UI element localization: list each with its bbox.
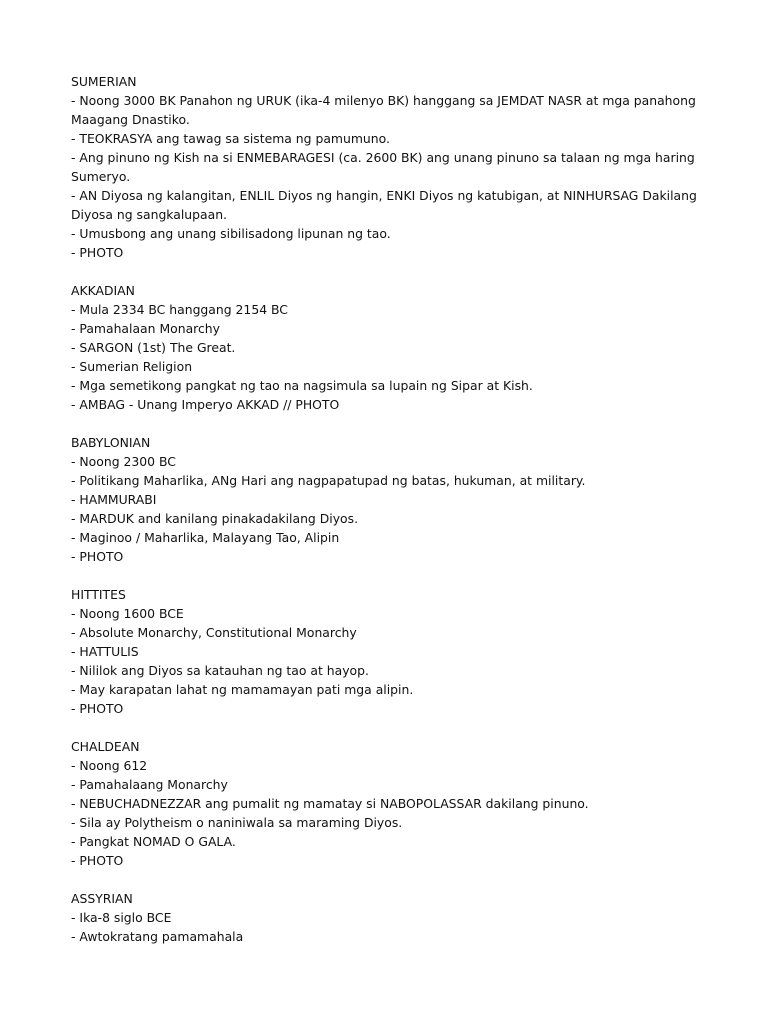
- list-item: - Noong 1600 BCE: [71, 606, 184, 621]
- list-item: - Mga semetikong pangkat ng tao na nagsimula sa lupain ng Sipar at Kish.: [71, 378, 533, 393]
- list-item: - PHOTO: [71, 853, 124, 868]
- list-item: - PHOTO: [71, 245, 124, 260]
- list-item: - Ang pinuno ng Kish na si ENMEBARAGESI (ca. 2600 BK) ang unang pinuno sa talaan ng mga haring Sumeryo.: [71, 150, 695, 184]
- list-item: - Nililok ang Diyos sa katauhan ng tao at hayop.: [71, 663, 369, 678]
- list-item: - Awtokratang pamamahala: [71, 929, 244, 944]
- list-item: - Sumerian Religion: [71, 359, 193, 374]
- list-item: - PHOTO: [71, 701, 124, 716]
- section-heading: CHALDEAN: [71, 739, 140, 754]
- list-item: - Ika-8 siglo BCE: [71, 910, 172, 925]
- section-heading: BABYLONIAN: [71, 435, 151, 450]
- list-item: - Umusbong ang unang sibilisadong lipunan ng tao.: [71, 226, 391, 241]
- section-chaldean: [71, 737, 711, 870]
- section-sumerian: [71, 72, 711, 262]
- list-item: - Politikang Maharlika, ANg Hari ang nagpapatupad ng batas, hukuman, at military.: [71, 473, 586, 488]
- section-heading: ASSYRIAN: [71, 891, 133, 906]
- list-item: - Noong 612: [71, 758, 148, 773]
- list-item: - MARDUK and kanilang pinakadakilang Diyos.: [71, 511, 359, 526]
- section-akkadian: [71, 281, 711, 414]
- document-page: [71, 72, 711, 965]
- list-item: - Pamahalaang Monarchy: [71, 777, 228, 792]
- list-item: - AMBAG - Unang Imperyo AKKAD // PHOTO: [71, 397, 340, 412]
- section-hittites: [71, 585, 711, 718]
- section-assyrian: [71, 889, 711, 946]
- section-heading: SUMERIAN: [71, 74, 137, 89]
- list-item: - SARGON (1st) The Great.: [71, 340, 236, 355]
- list-item: - NEBUCHADNEZZAR ang pumalit ng mamatay si NABOPOLASSAR dakilang pinuno.: [71, 796, 589, 811]
- list-item: - May karapatan lahat ng mamamayan pati mga alipin.: [71, 682, 414, 697]
- list-item: - PHOTO: [71, 549, 124, 564]
- list-item: - Absolute Monarchy, Constitutional Monarchy: [71, 625, 357, 640]
- list-item: - Maginoo / Maharlika, Malayang Tao, Alipin: [71, 530, 340, 545]
- list-item: - Noong 2300 BC: [71, 454, 176, 469]
- list-item: - Mula 2334 BC hanggang 2154 BC: [71, 302, 288, 317]
- section-heading: HITTITES: [71, 587, 126, 602]
- list-item: - Pamahalaan Monarchy: [71, 321, 220, 336]
- list-item: - Noong 3000 BK Panahon ng URUK (ika-4 milenyo BK) hanggang sa JEMDAT NASR at mga panahong Maagang Dnastiko.: [71, 93, 696, 127]
- list-item: - Sila ay Polytheism o naniniwala sa maraming Diyos.: [71, 815, 403, 830]
- section-heading: AKKADIAN: [71, 283, 135, 298]
- list-item: - HAMMURABI: [71, 492, 157, 507]
- list-item: - TEOKRASYA ang tawag sa sistema ng pamumuno.: [71, 131, 390, 146]
- list-item: - HATTULIS: [71, 644, 139, 659]
- list-item: - Pangkat NOMAD O GALA.: [71, 834, 236, 849]
- section-babylonian: [71, 433, 711, 566]
- list-item: - AN Diyosa ng kalangitan, ENLIL Diyos ng hangin, ENKI Diyos ng katubigan, at NINHURSAG Dakilang Diyosa ng sangkalupaan.: [71, 188, 697, 222]
